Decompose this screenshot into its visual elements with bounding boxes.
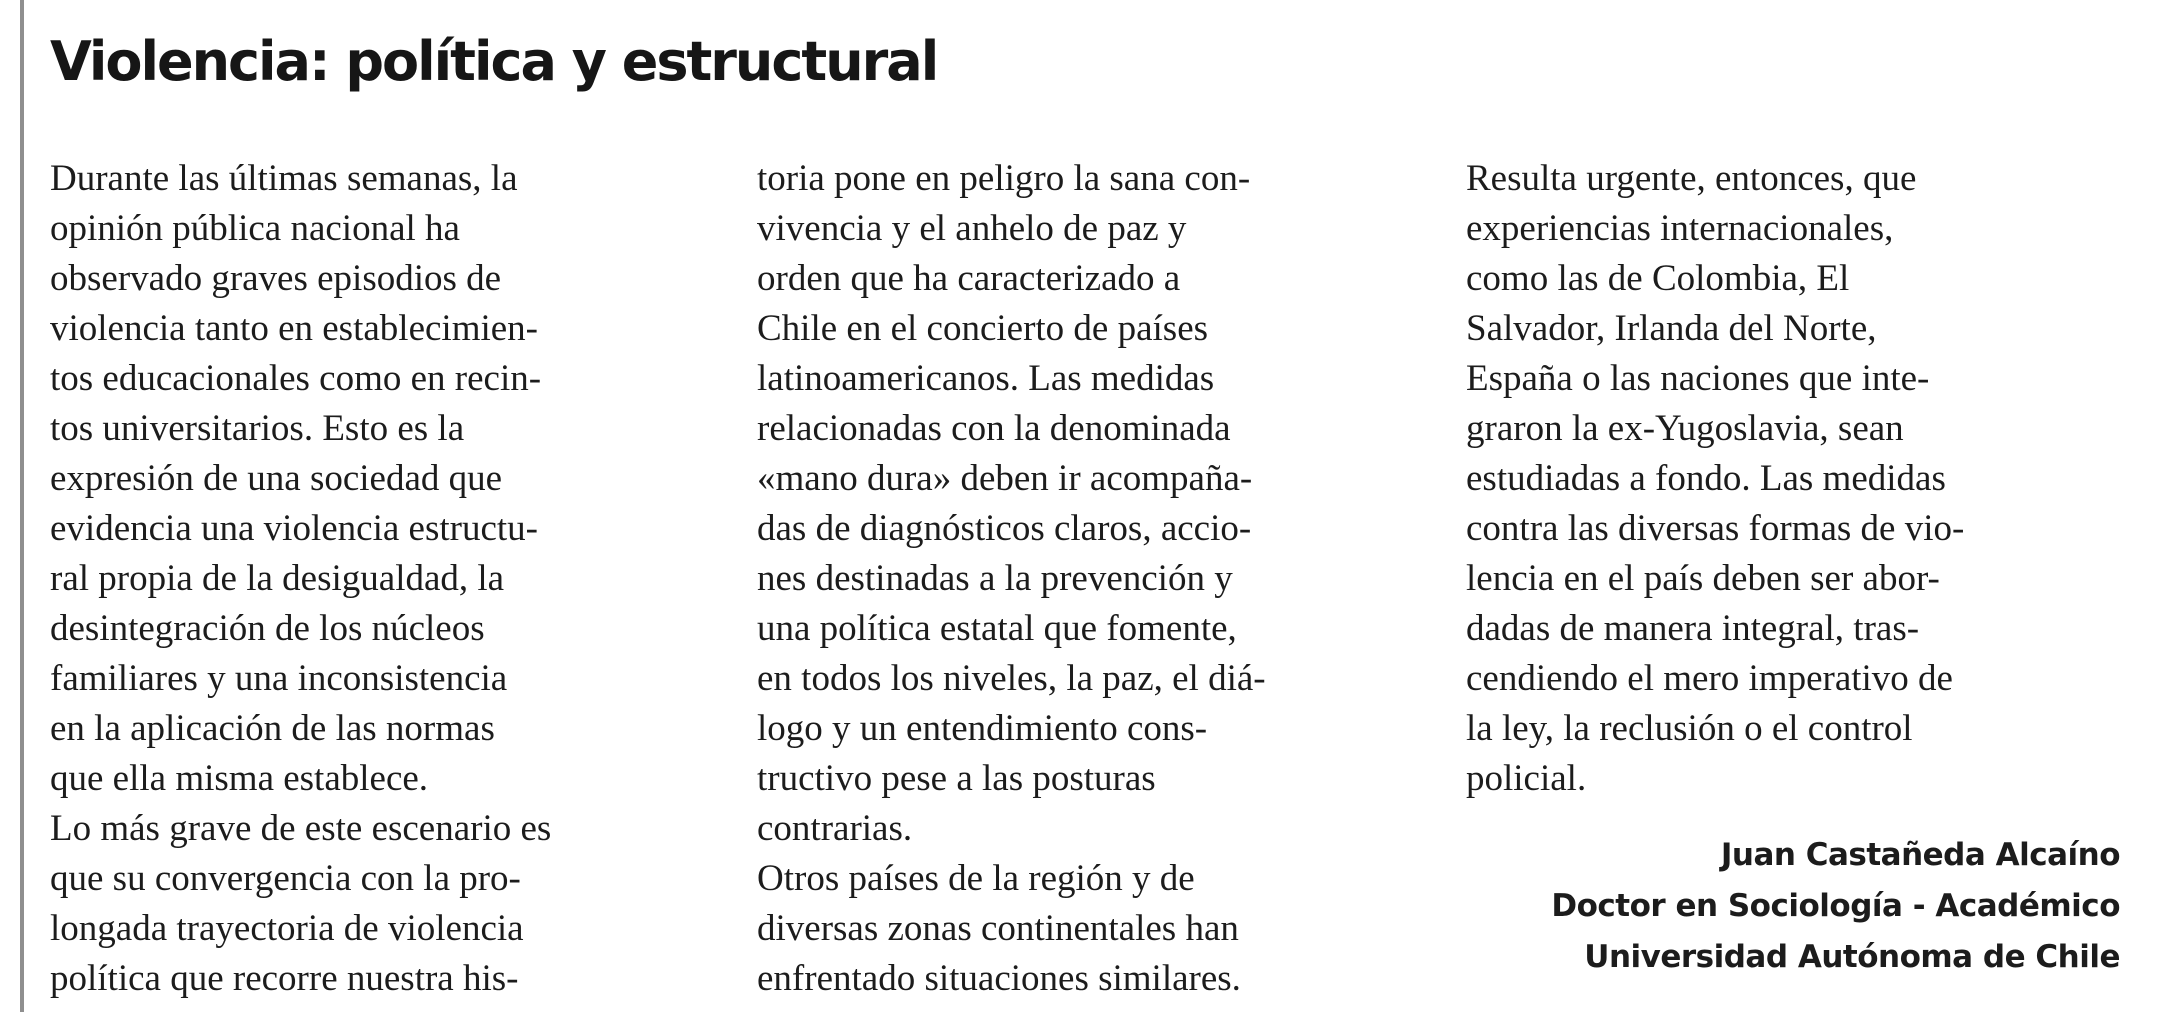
column-divider-rule [20,0,24,1012]
article-text-line: en la aplicación de las normas [50,708,495,749]
article-text-line: en todos los niveles, la paz, el diá- [757,658,1266,699]
article-text-line: cendiendo el mero imperativo de [1466,658,1953,699]
article-text-line: observado graves episodios de [50,258,502,299]
author-name: Juan Castañeda Alcaíno [1720,837,2120,873]
article-text-line: «mano dura» deben ir acompaña- [757,458,1253,499]
article-text-line: expresión de una sociedad que [50,458,503,499]
article-text-line: Salvador, Irlanda del Norte, [1466,308,1877,349]
author-institution: Universidad Autónoma de Chile [1584,939,2120,975]
article-title: Violencia: política y estructural [50,30,938,93]
article-text-line: nes destinadas a la prevención y [757,558,1233,599]
article-text-line: evidencia una violencia estructu- [50,508,538,549]
article-text-line: contrarias. [757,808,913,849]
article-text-line: familiares y una inconsistencia [50,658,508,699]
article-text-line: toria pone en peligro la sana con- [757,158,1251,199]
article-text-line: latinoamericanos. Las medidas [757,358,1215,399]
text-column-2 [757,154,1417,1004]
article-text-line: contra las diversas formas de vio- [1466,508,1965,549]
article-text-line: que su convergencia con la pro- [50,858,521,899]
article-text-line: Lo más grave de este escenario es [50,808,552,849]
article-text-line: tos educacionales como en recin- [50,358,542,399]
article-text-line: Otros países de la región y de [757,858,1195,899]
article-text-line: experiencias internacionales, [1466,208,1894,249]
article-text-line: violencia tanto en establecimien- [50,308,538,349]
article-text-line: logo y un entendimiento cons- [757,708,1208,749]
article-text-line: la ley, la reclusión o el control [1466,708,1913,749]
text-column-3 [1466,154,2136,804]
article-text-line: relacionadas con la denominada [757,408,1231,449]
article-text-line: longada trayectoria de violencia [50,908,524,949]
article-text-line: vivencia y el anhelo de paz y [757,208,1187,249]
article-text-line: tos universitarios. Esto es la [50,408,465,449]
article-text-line: España o las naciones que inte- [1466,358,1930,399]
article-text-line: dadas de manera integral, tras- [1466,608,1920,649]
article-text-line: graron la ex-Yugoslavia, sean [1466,408,1904,449]
article-text-line: política que recorre nuestra his- [50,958,519,999]
article-text-line: estudiadas a fondo. Las medidas [1466,458,1946,499]
article-text-line: desintegración de los núcleos [50,608,485,649]
article-text-line: Chile en el concierto de países [757,308,1209,349]
author-role: Doctor en Sociología - Académico [1551,888,2120,924]
article-text-line: diversas zonas continentales han [757,908,1239,949]
author-signature [1551,830,2120,983]
text-column-1 [50,154,710,1004]
article-text-line: tructivo pese a las posturas [757,758,1156,799]
article-text-line: lencia en el país deben ser abor- [1466,558,1940,599]
article-text-line: opinión pública nacional ha [50,208,460,249]
article-text-line: Resulta urgente, entonces, que [1466,158,1917,199]
article-text-line: orden que ha caracterizado a [757,258,1181,299]
article-text-line: Durante las últimas semanas, la [50,158,518,199]
article-text-line: que ella misma establece. [50,758,429,799]
article-text-line: policial. [1466,758,1587,799]
article-text-line: una política estatal que fomente, [757,608,1237,649]
article-text-line: ral propia de la desigualdad, la [50,558,505,599]
article-text-line: como las de Colombia, El [1466,258,1850,299]
article-text-line: das de diagnósticos claros, accio- [757,508,1252,549]
article-text-line: enfrentado situaciones similares. [757,958,1241,999]
